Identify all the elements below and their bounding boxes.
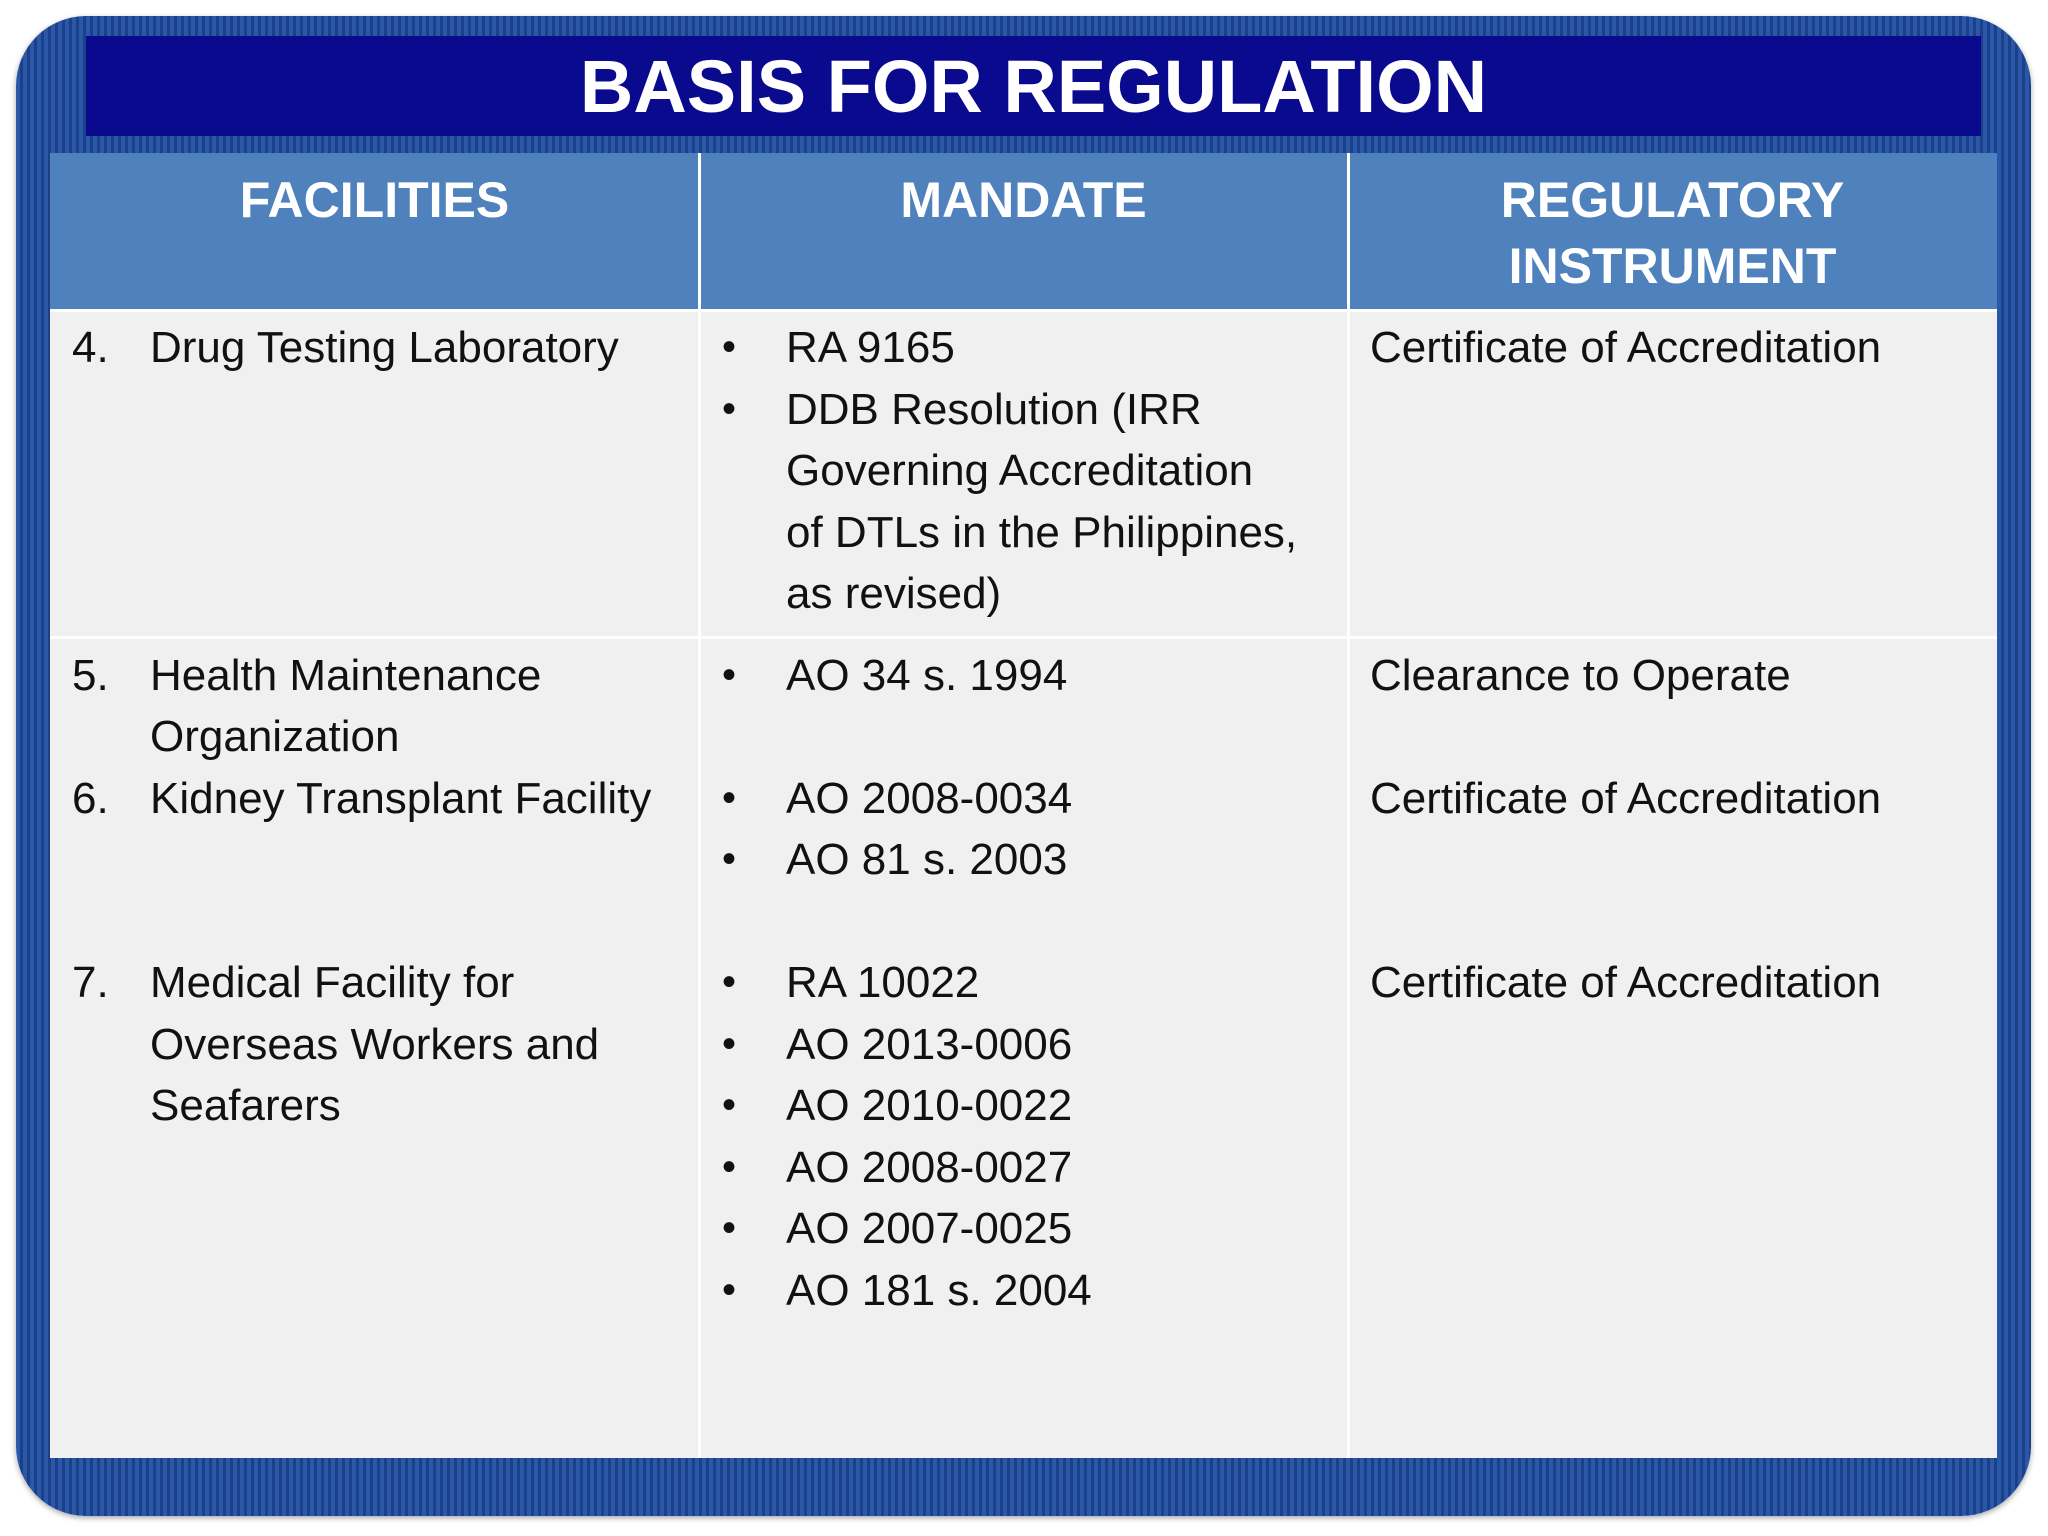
mandate-item: AO 2013-0006 — [786, 1020, 1073, 1069]
row-divider — [50, 636, 1997, 639]
header-instrument-line1: REGULATORY — [1500, 172, 1845, 228]
facility-name-continued: Seafarers — [150, 1081, 341, 1130]
bullet: • — [722, 776, 737, 820]
row-number: 7. — [72, 958, 109, 1007]
title-text: BASIS FOR REGULATION — [579, 44, 1488, 128]
row-divider — [50, 309, 1997, 312]
mandate-item: RA 9165 — [786, 323, 955, 372]
table-header-row — [50, 153, 1997, 309]
facility-name: Health Maintenance — [150, 651, 542, 700]
bullet: • — [722, 387, 737, 431]
regulatory-instrument: Clearance to Operate — [1370, 651, 1791, 700]
row-number: 4. — [72, 323, 109, 372]
bullet: • — [722, 653, 737, 697]
bullet: • — [722, 325, 737, 369]
mandate-item: AO 81 s. 2003 — [786, 835, 1068, 884]
mandate-item: DDB Resolution (IRR — [786, 385, 1202, 434]
row-number: 5. — [72, 651, 109, 700]
mandate-item: AO 2008-0034 — [786, 774, 1073, 823]
header-regulatory-instrument — [1348, 153, 1997, 309]
header-mandate: MANDATE — [900, 172, 1147, 228]
mandate-item-continued: Governing Accreditation — [786, 446, 1254, 495]
regulatory-instrument: Certificate of Accreditation — [1370, 958, 1882, 1007]
mandate-item: AO 2010-0022 — [786, 1081, 1073, 1130]
regulatory-instrument: Certificate of Accreditation — [1370, 774, 1882, 823]
facility-name: Drug Testing Laboratory — [150, 323, 619, 372]
facility-name-continued: Overseas Workers and — [150, 1020, 600, 1069]
mandate-item-continued: as revised) — [786, 569, 1002, 618]
column-divider — [698, 153, 701, 1458]
facility-name-continued: Organization — [150, 712, 400, 761]
mandate-item: AO 181 s. 2004 — [786, 1266, 1092, 1315]
bullet: • — [722, 1145, 737, 1189]
slide-title — [86, 36, 1981, 136]
header-facilities: FACILITIES — [239, 172, 510, 228]
bullet: • — [722, 960, 737, 1004]
mandate-item: AO 2008-0027 — [786, 1143, 1073, 1192]
regulation-table — [50, 153, 1997, 1458]
mandate-item: AO 2007-0025 — [786, 1204, 1073, 1253]
regulatory-instrument: Certificate of Accreditation — [1370, 323, 1882, 372]
mandate-item-continued: of DTLs in the Philippines, — [786, 508, 1298, 557]
mandate-item: RA 10022 — [786, 958, 980, 1007]
bullet: • — [722, 1022, 737, 1066]
column-divider — [1347, 153, 1350, 1458]
facility-name: Kidney Transplant Facility — [150, 774, 652, 823]
header-instrument-line2: INSTRUMENT — [1508, 238, 1837, 294]
bullet: • — [722, 837, 737, 881]
bullet: • — [722, 1206, 737, 1250]
bullet: • — [722, 1268, 737, 1312]
bullet: • — [722, 1083, 737, 1127]
row-number: 6. — [72, 774, 109, 823]
facility-name: Medical Facility for — [150, 958, 515, 1007]
mandate-item: AO 34 s. 1994 — [786, 651, 1068, 700]
